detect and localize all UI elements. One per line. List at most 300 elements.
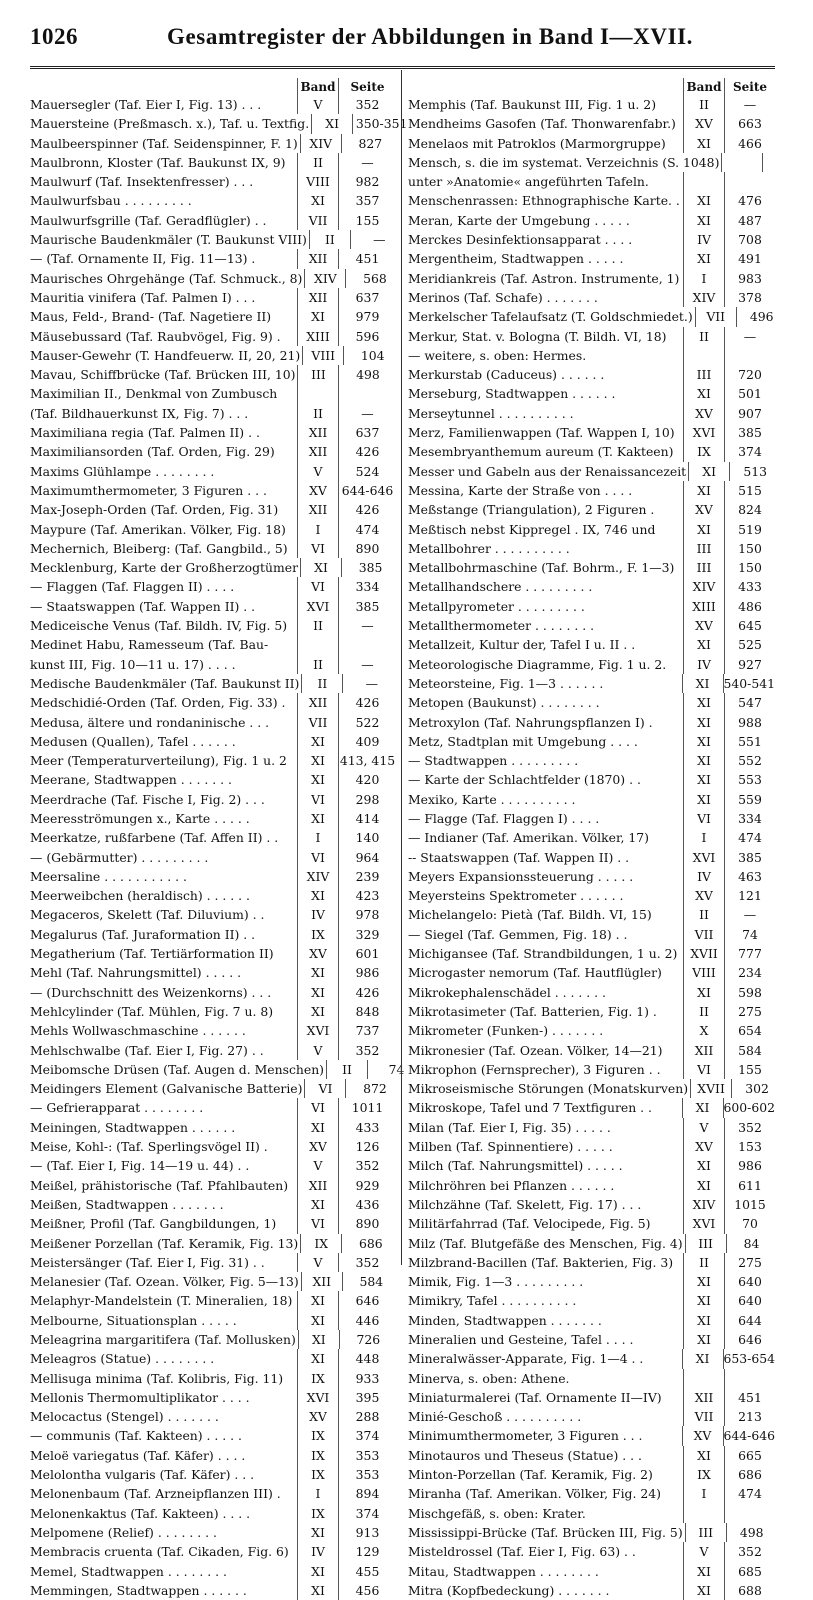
entry-text: Microgaster nemorum (Taf. Hautflügler) bbox=[408, 965, 662, 981]
entry-page: 540-541 bbox=[723, 674, 776, 693]
entry-band: XIII bbox=[297, 327, 338, 346]
entry-band: XI bbox=[297, 1002, 338, 1021]
index-entry bbox=[408, 172, 775, 191]
index-entry bbox=[408, 616, 775, 635]
entry-band: III bbox=[683, 539, 724, 558]
entry-page: 385 bbox=[341, 558, 399, 577]
index-entry bbox=[30, 520, 396, 539]
index-entry bbox=[30, 616, 396, 635]
index-entry bbox=[408, 134, 775, 153]
entry-page: 474 bbox=[724, 828, 775, 847]
entry-page: 486 bbox=[724, 597, 775, 616]
entry-page: 352 bbox=[338, 1253, 396, 1272]
entry-page: 275 bbox=[724, 1002, 775, 1021]
entry-band: V bbox=[297, 95, 338, 114]
entry-page: 598 bbox=[724, 983, 775, 1002]
entry-page: 688 bbox=[724, 1581, 775, 1600]
entry-text: Memel, Stadtwappen . . . . . . . . bbox=[30, 1563, 227, 1579]
page-header bbox=[30, 16, 775, 62]
index-entry bbox=[30, 404, 396, 423]
entry-page: 596 bbox=[338, 327, 396, 346]
entry-band: XII bbox=[683, 1388, 724, 1407]
entry-page: 288 bbox=[338, 1407, 396, 1426]
entry-page: 644-646 bbox=[338, 481, 396, 500]
entry-band: XI bbox=[683, 635, 724, 654]
entry-band: IX bbox=[683, 442, 724, 461]
entry-band: XIV bbox=[297, 867, 338, 886]
entry-band: IX bbox=[300, 1234, 341, 1253]
index-entry bbox=[30, 365, 396, 384]
entry-band: XII bbox=[297, 288, 338, 307]
entry-band: VI bbox=[304, 1079, 345, 1098]
entry-text: Meyersteins Spektrometer . . . . . . bbox=[408, 888, 624, 904]
entry-page: 448 bbox=[338, 1349, 396, 1368]
entry-text: Mikrophon (Fernsprecher), 3 Figuren . . bbox=[408, 1061, 661, 1077]
entry-text: Michelangelo: Pietà (Taf. Bildh. VI, 15) bbox=[408, 907, 652, 923]
entry-page bbox=[338, 384, 396, 403]
entry-text: Mecklenburg, Karte der Großherzogtümer bbox=[30, 560, 299, 576]
index-entry bbox=[30, 1542, 396, 1561]
index-entry bbox=[30, 674, 396, 693]
entry-text: (Taf. Bildhauerkunst IX, Fig. 7) . . . bbox=[30, 405, 249, 421]
entry-band: VII bbox=[695, 307, 736, 326]
entry-band: XI bbox=[683, 1446, 724, 1465]
index-entry bbox=[30, 809, 396, 828]
entry-band: I bbox=[683, 1484, 724, 1503]
entry-band: IV bbox=[297, 905, 338, 924]
index-entry bbox=[408, 384, 775, 403]
entry-page: 451 bbox=[338, 249, 396, 268]
entry-band: XI bbox=[297, 1291, 338, 1310]
band-header: Band bbox=[683, 78, 724, 95]
column-divider bbox=[401, 70, 402, 1265]
entry-text: Mesembryanthemum aureum (T. Kakteen) bbox=[408, 444, 674, 460]
entry-band: XI bbox=[297, 770, 338, 789]
entry-page: 140 bbox=[338, 828, 396, 847]
entry-band: XI bbox=[683, 790, 724, 809]
entry-text: Meridiankreis (Taf. Astron. Instrumente, 1) bbox=[408, 270, 680, 286]
entry-band: VI bbox=[683, 1060, 724, 1079]
entry-page: 150 bbox=[724, 558, 775, 577]
entry-band: XV bbox=[683, 500, 724, 519]
entry-text: — Flagge (Taf. Flaggen I) . . . . bbox=[408, 810, 600, 826]
index-entry bbox=[30, 1407, 396, 1426]
index-entry bbox=[408, 1156, 775, 1175]
entry-text: Menschenrassen: Ethnographische Karte. . bbox=[408, 193, 680, 209]
index-entry bbox=[408, 1214, 775, 1233]
entry-page: 848 bbox=[338, 1002, 396, 1021]
entry-page: 519 bbox=[724, 520, 775, 539]
entry-page: 426 bbox=[338, 500, 396, 519]
entry-text: Menelaos mit Patroklos (Marmorgruppe) bbox=[408, 135, 666, 151]
entry-text: Miniaturmalerei (Taf. Ornamente II—IV) bbox=[408, 1389, 662, 1405]
entry-band: XI bbox=[683, 1330, 724, 1349]
entry-page: 456 bbox=[338, 1581, 396, 1600]
entry-text: Meran, Karte der Umgebung . . . . . bbox=[408, 212, 630, 228]
entry-text: — Stadtwappen . . . . . . . . . bbox=[408, 753, 579, 769]
entry-page: 653-654 bbox=[723, 1349, 776, 1368]
entry-band: XI bbox=[683, 1156, 724, 1175]
entry-band: XI bbox=[297, 751, 338, 770]
entry-text: Melanesier (Taf. Ozean. Völker, Fig. 5—13) bbox=[30, 1274, 299, 1290]
index-entry bbox=[30, 1388, 396, 1407]
entry-text: Mauersegler (Taf. Eier I, Fig. 13) . . . bbox=[30, 97, 262, 112]
index-entry bbox=[408, 1426, 775, 1445]
index-entry bbox=[408, 655, 775, 674]
entry-band: IX bbox=[297, 1465, 338, 1484]
entry-page: 385 bbox=[724, 423, 775, 442]
entry-page: 600-602 bbox=[723, 1098, 776, 1117]
entry-band: VIII bbox=[302, 346, 343, 365]
entry-band: XV bbox=[683, 1137, 724, 1156]
entry-text: — Siegel (Taf. Gemmen, Fig. 18) . . bbox=[408, 926, 628, 942]
entry-page: 584 bbox=[724, 1041, 775, 1060]
entry-text: Minié-Geschoß . . . . . . . . . . bbox=[408, 1409, 582, 1425]
entry-page: — bbox=[342, 674, 400, 693]
entry-text: Mediceische Venus (Taf. Bildh. IV, Fig. 5) bbox=[30, 618, 288, 634]
entry-band: XI bbox=[683, 983, 724, 1002]
entry-text: Meerane, Stadtwappen . . . . . . . bbox=[30, 772, 232, 788]
index-entry bbox=[30, 828, 396, 847]
entry-band: IV bbox=[683, 230, 724, 249]
entry-band: XVI bbox=[683, 848, 724, 867]
index-entry bbox=[408, 1581, 775, 1600]
index-entry bbox=[30, 1002, 396, 1021]
entry-band: XI bbox=[683, 693, 724, 712]
entry-band: IX bbox=[297, 1446, 338, 1465]
entry-band: XV bbox=[297, 944, 338, 963]
entry-page: 645 bbox=[724, 616, 775, 635]
entry-text: Mavau, Schiffbrücke (Taf. Brücken III, 10) bbox=[30, 367, 296, 383]
entry-page: 524 bbox=[338, 462, 396, 481]
index-entry bbox=[30, 230, 396, 249]
entry-page: 553 bbox=[724, 770, 775, 789]
index-entry bbox=[408, 1002, 775, 1021]
entry-text: Meteorologische Diagramme, Fig. 1 u. 2. bbox=[408, 656, 667, 672]
seite-header: Seite bbox=[338, 78, 396, 95]
entry-band: XV bbox=[682, 1426, 723, 1445]
entry-band: XI bbox=[683, 191, 724, 210]
entry-band: XII bbox=[297, 1176, 338, 1195]
entry-band: XIV bbox=[304, 269, 345, 288]
index-entry bbox=[30, 1311, 396, 1330]
entry-page: 498 bbox=[726, 1523, 777, 1542]
index-entry bbox=[408, 114, 775, 133]
entry-page: — bbox=[724, 327, 775, 346]
index-entry bbox=[30, 1195, 396, 1214]
entry-text: Merseburg, Stadtwappen . . . . . . bbox=[408, 386, 616, 402]
index-entry bbox=[30, 1291, 396, 1310]
entry-text: Melbourne, Situationsplan . . . . . bbox=[30, 1312, 237, 1328]
entry-page: 433 bbox=[724, 577, 775, 596]
entry-band: I bbox=[297, 1484, 338, 1503]
entry-page: 374 bbox=[338, 1504, 396, 1523]
entry-text: Meißner, Profil (Taf. Gangbildungen, 1) bbox=[30, 1216, 277, 1232]
entry-text: Mehlcylinder (Taf. Mühlen, Fig. 7 u. 8) bbox=[30, 1003, 274, 1019]
entry-page: 584 bbox=[342, 1272, 400, 1291]
entry-band: XI bbox=[297, 732, 338, 751]
entry-page: 213 bbox=[724, 1407, 775, 1426]
entry-page: 420 bbox=[338, 770, 396, 789]
index-entry bbox=[408, 1118, 775, 1137]
entry-band: XI bbox=[297, 983, 338, 1002]
entry-band: XI bbox=[297, 809, 338, 828]
entry-text: Maurische Baudenkmäler (T. Baukunst VIII) bbox=[30, 232, 307, 248]
entry-page: 357 bbox=[338, 191, 396, 210]
index-entry bbox=[30, 1349, 396, 1368]
entry-text: Medinet Habu, Ramesseum (Taf. Bau- bbox=[30, 637, 269, 653]
entry-text: Minerva, s. oben: Athene. bbox=[408, 1370, 570, 1386]
index-entry bbox=[408, 404, 775, 423]
entry-band: III bbox=[685, 1523, 726, 1542]
index-entry bbox=[408, 1137, 775, 1156]
index-entry bbox=[408, 191, 775, 210]
entry-text: Minotauros und Theseus (Statue) . . . bbox=[408, 1447, 642, 1463]
entry-page: 426 bbox=[338, 693, 396, 712]
index-entry bbox=[408, 905, 775, 924]
index-entry bbox=[408, 153, 775, 172]
entry-band: II bbox=[326, 1060, 367, 1079]
index-entry bbox=[408, 288, 775, 307]
entry-text: Mimikry, Tafel . . . . . . . . . . bbox=[408, 1293, 577, 1309]
index-entry bbox=[30, 95, 396, 114]
entry-page: 463 bbox=[724, 867, 775, 886]
index-entry bbox=[408, 1195, 775, 1214]
entry-text: Meidingers Element (Galvanische Batterie) bbox=[30, 1081, 303, 1097]
entry-band: XV bbox=[683, 886, 724, 905]
entry-page: 644 bbox=[724, 1311, 775, 1330]
entry-page bbox=[724, 1369, 775, 1388]
index-entry bbox=[408, 1079, 775, 1098]
index-entry bbox=[408, 365, 775, 384]
entry-page: 466 bbox=[724, 134, 775, 153]
index-entry bbox=[408, 211, 775, 230]
entry-page: 986 bbox=[724, 1156, 775, 1175]
index-entry bbox=[408, 828, 775, 847]
entry-page: 640 bbox=[724, 1272, 775, 1291]
entry-band: XVI bbox=[297, 1388, 338, 1407]
entry-band bbox=[683, 172, 724, 191]
entry-text: Messer und Gabeln aus der Renaissancezeit bbox=[408, 463, 687, 479]
entry-page: 646 bbox=[338, 1291, 396, 1310]
entry-band: XV bbox=[683, 616, 724, 635]
entry-page: — bbox=[724, 95, 775, 114]
entry-text: Mehls Wollwaschmaschine . . . . . . bbox=[30, 1023, 246, 1039]
entry-text: Medschidié-Orden (Taf. Orden, Fig. 33) . bbox=[30, 695, 286, 711]
entry-page: 74 bbox=[724, 925, 775, 944]
entry-band: XI bbox=[297, 191, 338, 210]
index-entry bbox=[30, 1060, 405, 1079]
index-entry bbox=[30, 1176, 396, 1195]
entry-text: — Indianer (Taf. Amerikan. Völker, 17) bbox=[408, 830, 649, 846]
index-entry bbox=[408, 249, 775, 268]
entry-page: 334 bbox=[338, 577, 396, 596]
entry-band: XII bbox=[297, 423, 338, 442]
entry-page: 522 bbox=[338, 713, 396, 732]
entry-band: XI bbox=[683, 1272, 724, 1291]
entry-page: 611 bbox=[724, 1176, 775, 1195]
entry-page: 685 bbox=[724, 1562, 775, 1581]
entry-text: Mensch, s. die im systemat. Verzeichnis (S. 1048) bbox=[408, 154, 720, 170]
entry-band: XI bbox=[683, 713, 724, 732]
entry-page: 426 bbox=[338, 983, 396, 1002]
index-entry bbox=[30, 635, 396, 654]
index-entry bbox=[408, 1311, 775, 1330]
entry-band: II bbox=[297, 153, 338, 172]
index-entry bbox=[408, 307, 775, 326]
entry-text: Meißen, Stadtwappen . . . . . . . bbox=[30, 1196, 224, 1212]
entry-band: XVII bbox=[690, 1079, 731, 1098]
entry-page: 498 bbox=[338, 365, 396, 384]
entry-band: VIII bbox=[297, 172, 338, 191]
index-entry bbox=[408, 1272, 775, 1291]
index-entry bbox=[408, 346, 775, 365]
entry-band: XI bbox=[297, 1581, 338, 1600]
entry-page: 374 bbox=[338, 1426, 396, 1445]
entry-text: — Flaggen (Taf. Flaggen II) . . . . bbox=[30, 579, 235, 595]
entry-page: 414 bbox=[338, 809, 396, 828]
entry-text: Maulwurfsgrille (Taf. Geradflügler) . . bbox=[30, 212, 267, 228]
entry-text: Meteorsteine, Fig. 1—3 . . . . . . bbox=[408, 675, 604, 691]
entry-band: XII bbox=[683, 1041, 724, 1060]
index-entry bbox=[30, 597, 396, 616]
entry-page: 686 bbox=[341, 1234, 399, 1253]
index-entries-left bbox=[30, 95, 408, 1600]
index-entry bbox=[30, 1369, 396, 1388]
index-entry bbox=[30, 346, 396, 365]
entry-band: III bbox=[297, 365, 338, 384]
entry-page: 474 bbox=[338, 520, 396, 539]
entry-text: Minden, Stadtwappen . . . . . . . bbox=[408, 1312, 602, 1328]
entry-band bbox=[683, 1504, 724, 1523]
entry-text: Metopen (Baukunst) . . . . . . . . bbox=[408, 695, 600, 711]
entry-page: 551 bbox=[724, 732, 775, 751]
index-entry bbox=[408, 1349, 775, 1368]
index-entry bbox=[408, 1562, 775, 1581]
entry-band: IV bbox=[297, 1542, 338, 1561]
entry-text: Maus, Feld-, Brand- (Taf. Nagetiere II) bbox=[30, 309, 272, 325]
entry-text: Milan (Taf. Eier I, Fig. 35) . . . . . bbox=[408, 1119, 611, 1135]
entry-page: — bbox=[338, 153, 396, 172]
entry-text: Megalurus (Taf. Juraformation II) . . bbox=[30, 926, 256, 942]
entry-page: 413, 415 bbox=[338, 751, 396, 770]
index-entry bbox=[30, 191, 396, 210]
entry-band: X bbox=[683, 1021, 724, 1040]
index-entry bbox=[408, 269, 775, 288]
entry-band bbox=[297, 384, 338, 403]
header-rule bbox=[30, 66, 775, 69]
entry-text: -- Staatswappen (Taf. Wappen II) . . bbox=[408, 849, 630, 865]
index-entry bbox=[408, 1098, 775, 1117]
column-header-row bbox=[408, 78, 775, 95]
entry-band: XI bbox=[683, 134, 724, 153]
entry-text: Milchröhren bei Pflanzen . . . . . . bbox=[408, 1177, 615, 1193]
entry-page: 455 bbox=[338, 1562, 396, 1581]
entry-band: VI bbox=[297, 1098, 338, 1117]
entry-text: — (Taf. Eier I, Fig. 14—19 u. 44) . . bbox=[30, 1158, 250, 1174]
index-entry bbox=[408, 597, 775, 616]
entry-page: 234 bbox=[724, 963, 775, 982]
index-entry bbox=[408, 1060, 775, 1079]
index-entry bbox=[408, 1388, 775, 1407]
entry-band: XII bbox=[297, 249, 338, 268]
entry-page: 708 bbox=[724, 230, 775, 249]
entry-text: Milch (Taf. Nahrungsmittel) . . . . . bbox=[408, 1158, 623, 1174]
index-entry bbox=[30, 925, 396, 944]
entry-band: XV bbox=[297, 1137, 338, 1156]
entry-text: Meersaline . . . . . . . . . . . bbox=[30, 868, 187, 884]
index-entry bbox=[408, 886, 775, 905]
index-entry bbox=[408, 1253, 775, 1272]
index-entry bbox=[30, 211, 396, 230]
entry-text: Misteldrossel (Taf. Eier I, Fig. 63) . . bbox=[408, 1544, 636, 1560]
entry-text: — Staatswappen (Taf. Wappen II) . . bbox=[30, 598, 256, 614]
index-entry bbox=[30, 1446, 396, 1465]
entry-text: Metallpyrometer . . . . . . . . . bbox=[408, 598, 585, 614]
entry-page: — bbox=[338, 616, 396, 635]
entry-band: XI bbox=[298, 1330, 339, 1349]
entry-page: 395 bbox=[338, 1388, 396, 1407]
seite-header: Seite bbox=[724, 78, 775, 95]
entry-band: I bbox=[683, 828, 724, 847]
entry-text: Merkelscher Tafelaufsatz (T. Goldschmiedet.) bbox=[408, 309, 693, 325]
entry-page: 352 bbox=[724, 1118, 775, 1137]
entry-text: Minimumthermometer, 3 Figuren . . . bbox=[408, 1428, 643, 1444]
index-entry bbox=[30, 114, 408, 133]
index-entry bbox=[408, 1021, 775, 1040]
entry-band: XVI bbox=[297, 1021, 338, 1040]
entry-page: 385 bbox=[338, 597, 396, 616]
entry-text: Meerdrache (Taf. Fische I, Fig. 2) . . . bbox=[30, 791, 265, 807]
entry-band: V bbox=[683, 1542, 724, 1561]
entry-band: XI bbox=[683, 249, 724, 268]
entry-text: Melolontha vulgaris (Taf. Käfer) . . . bbox=[30, 1467, 255, 1483]
entry-page: 70 bbox=[724, 1214, 775, 1233]
entry-text: Mexiko, Karte . . . . . . . . . . bbox=[408, 791, 576, 807]
entry-text: Metallzeit, Kultur der, Tafel I u. II . . bbox=[408, 637, 636, 653]
entry-page: 275 bbox=[724, 1253, 775, 1272]
index-entry bbox=[30, 1156, 396, 1175]
index-entry bbox=[408, 944, 775, 963]
entry-page: 737 bbox=[338, 1021, 396, 1040]
entry-page: 153 bbox=[724, 1137, 775, 1156]
entry-text: Meiningen, Stadtwappen . . . . . . bbox=[30, 1119, 236, 1135]
entry-page: 824 bbox=[724, 500, 775, 519]
index-entry bbox=[30, 1137, 396, 1156]
entry-page: 827 bbox=[341, 134, 399, 153]
entry-page bbox=[762, 153, 813, 172]
index-entry bbox=[30, 134, 396, 153]
entry-band: XI bbox=[683, 1562, 724, 1581]
index-entry bbox=[408, 732, 775, 751]
index-entry bbox=[408, 1446, 775, 1465]
index-entry bbox=[408, 327, 775, 346]
index-entry bbox=[408, 1465, 775, 1484]
index-entry bbox=[30, 462, 396, 481]
entry-band: XII bbox=[297, 442, 338, 461]
index-entry bbox=[30, 848, 396, 867]
entry-page: — bbox=[350, 230, 408, 249]
entry-page: 352 bbox=[338, 1156, 396, 1175]
entry-band: XIV bbox=[683, 1195, 724, 1214]
index-entry bbox=[30, 153, 396, 172]
entry-text: Maximiliansorden (Taf. Orden, Fig. 29) bbox=[30, 444, 275, 460]
entry-page: 890 bbox=[338, 1214, 396, 1233]
entry-band: XI bbox=[688, 462, 729, 481]
entry-text: Megaceros, Skelett (Taf. Diluvium) . . bbox=[30, 907, 265, 923]
entry-text: Mineralien und Gesteine, Tafel . . . . bbox=[408, 1332, 634, 1347]
index-entry bbox=[30, 327, 396, 346]
